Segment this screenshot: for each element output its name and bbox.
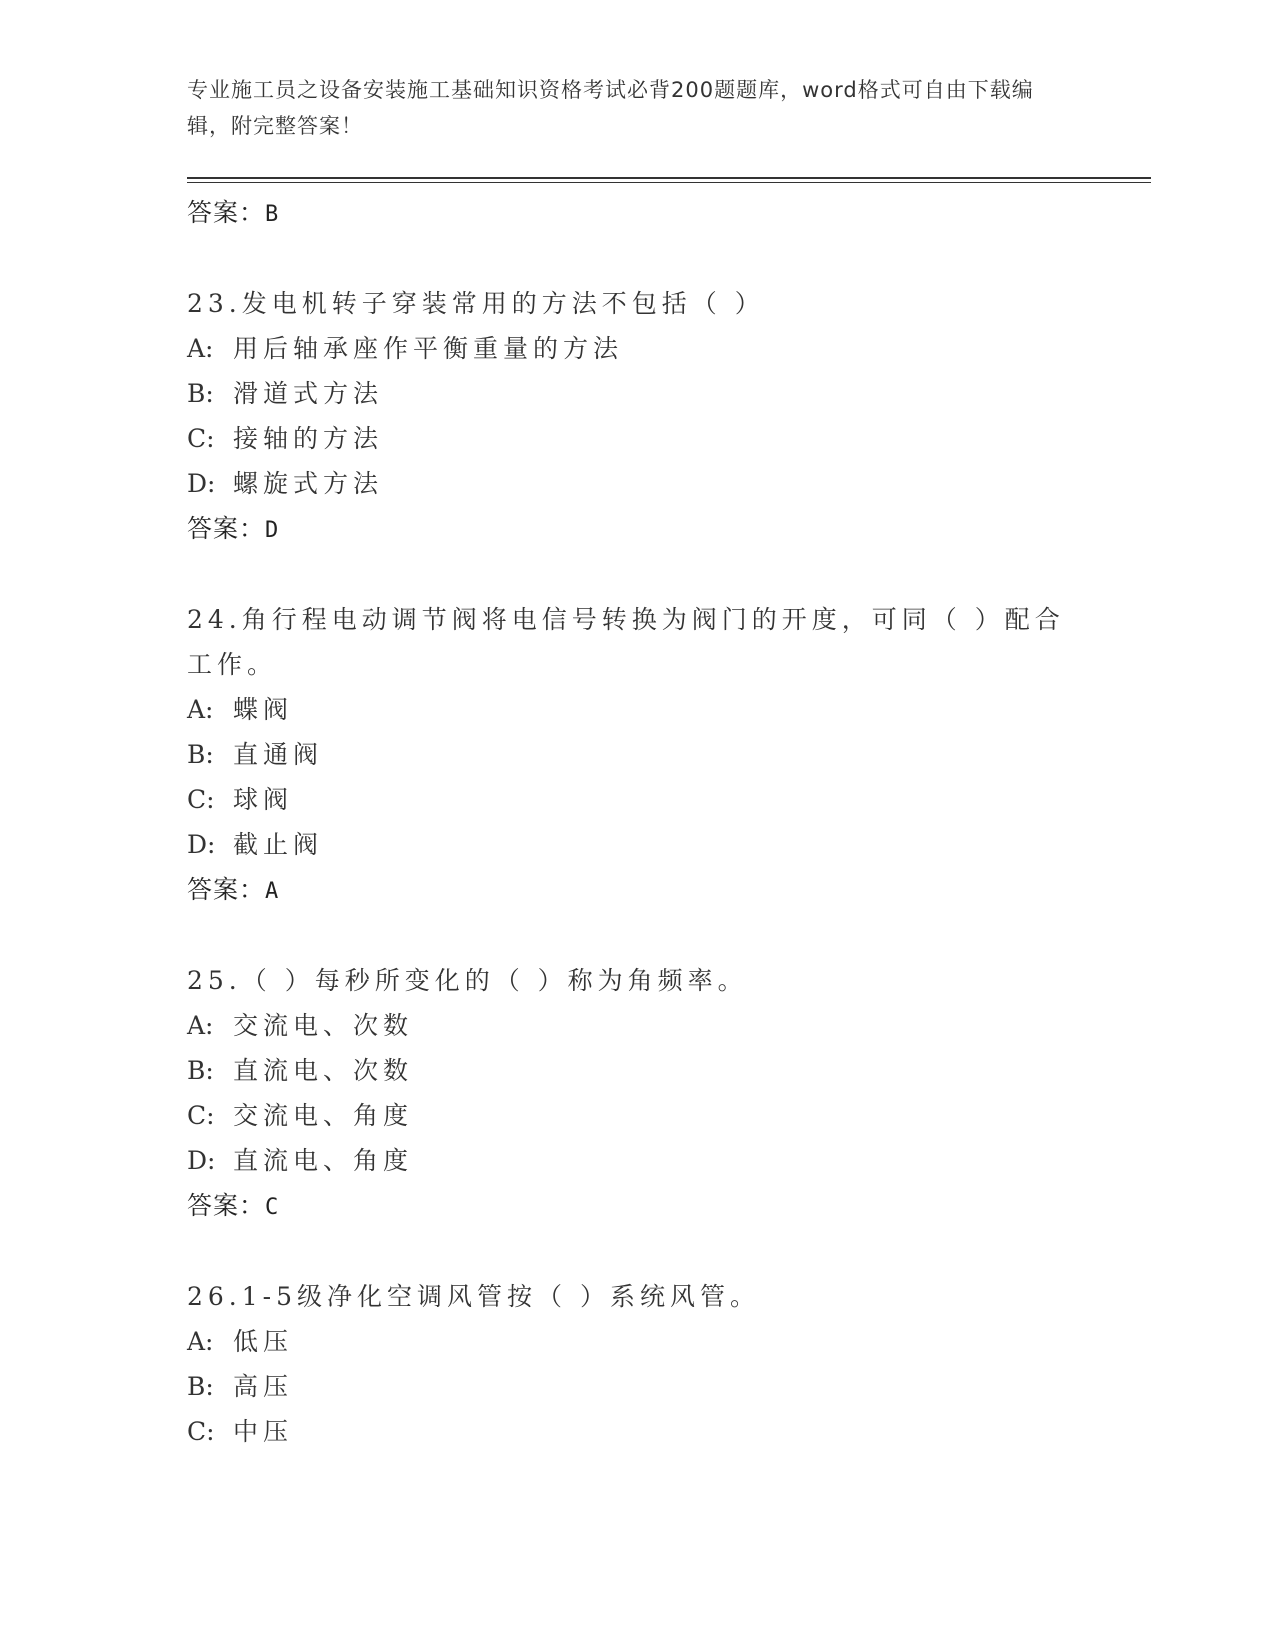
question-25: 25.（ ）每秒所变化的（ ）称为角频率。 <box>187 966 748 995</box>
answer-label: 答案： <box>187 198 266 227</box>
option-key: A: <box>187 1327 214 1356</box>
option-key: C: <box>187 785 215 814</box>
option-a <box>187 687 1067 732</box>
option-b <box>187 371 1067 416</box>
option-a <box>187 1319 1067 1364</box>
answer-25 <box>187 1183 1067 1228</box>
option-text: 截止阀 <box>233 830 324 859</box>
option-key: D: <box>187 469 216 498</box>
option-c <box>187 1093 1067 1138</box>
option-key: C: <box>187 1417 215 1446</box>
option-key: D: <box>187 830 216 859</box>
option-key: A: <box>187 1011 214 1040</box>
option-key: B: <box>187 740 214 769</box>
header-divider <box>187 177 1151 179</box>
option-key: C: <box>187 424 215 453</box>
option-c <box>187 777 1067 822</box>
option-c <box>187 1409 1067 1454</box>
answer-value: A <box>265 879 280 904</box>
option-text: 滑道式方法 <box>233 379 384 408</box>
option-d <box>187 461 1067 506</box>
header-divider-thin <box>187 182 1151 183</box>
option-text: 高压 <box>233 1372 294 1401</box>
option-key: A: <box>187 695 214 724</box>
option-a <box>187 326 1067 371</box>
answer-label: 答案： <box>187 1191 266 1220</box>
option-text: 直流电、角度 <box>233 1146 414 1175</box>
answer-23 <box>187 506 1067 551</box>
option-a <box>187 1003 1067 1048</box>
question-24: 24.角行程电动调节阀将电信号转换为阀门的开度，可同（ ）配合工作。 <box>187 605 1065 679</box>
document-header: 专业施工员之设备安装施工基础知识资格考试必背200题题库，word格式可自由下载编辑，附完整答案！ <box>187 78 1034 138</box>
option-text: 球阀 <box>233 785 294 814</box>
option-text: 直通阀 <box>233 740 324 769</box>
option-c <box>187 416 1067 461</box>
question-26: 26.1-5级净化空调风管按（ ）系统风管。 <box>187 1282 760 1311</box>
option-d <box>187 822 1067 867</box>
option-key: A: <box>187 334 214 363</box>
option-b <box>187 1364 1067 1409</box>
option-text: 低压 <box>233 1327 294 1356</box>
option-key: B: <box>187 379 214 408</box>
option-text: 用后轴承座作平衡重量的方法 <box>233 334 624 363</box>
answer-label: 答案： <box>187 514 266 543</box>
option-key: C: <box>187 1101 215 1130</box>
option-text: 直流电、次数 <box>233 1056 414 1085</box>
option-text: 交流电、次数 <box>233 1011 414 1040</box>
option-d <box>187 1138 1067 1183</box>
question-23: 23.发电机转子穿装常用的方法不包括（ ） <box>187 289 765 318</box>
option-key: B: <box>187 1056 214 1085</box>
option-key: D: <box>187 1146 216 1175</box>
option-b <box>187 1048 1067 1093</box>
option-text: 中压 <box>233 1417 294 1446</box>
answer-value: C <box>265 1195 280 1220</box>
question-list <box>187 190 1067 1454</box>
answer-value: D <box>265 518 280 543</box>
option-text: 螺旋式方法 <box>233 469 384 498</box>
answer-label: 答案： <box>187 875 266 904</box>
option-b <box>187 732 1067 777</box>
answer-24 <box>187 867 1067 912</box>
option-text: 交流电、角度 <box>233 1101 414 1130</box>
option-text: 蝶阀 <box>233 695 294 724</box>
answer-value: B <box>265 202 280 227</box>
option-text: 接轴的方法 <box>233 424 384 453</box>
previous-answer <box>187 190 1067 235</box>
option-key: B: <box>187 1372 214 1401</box>
